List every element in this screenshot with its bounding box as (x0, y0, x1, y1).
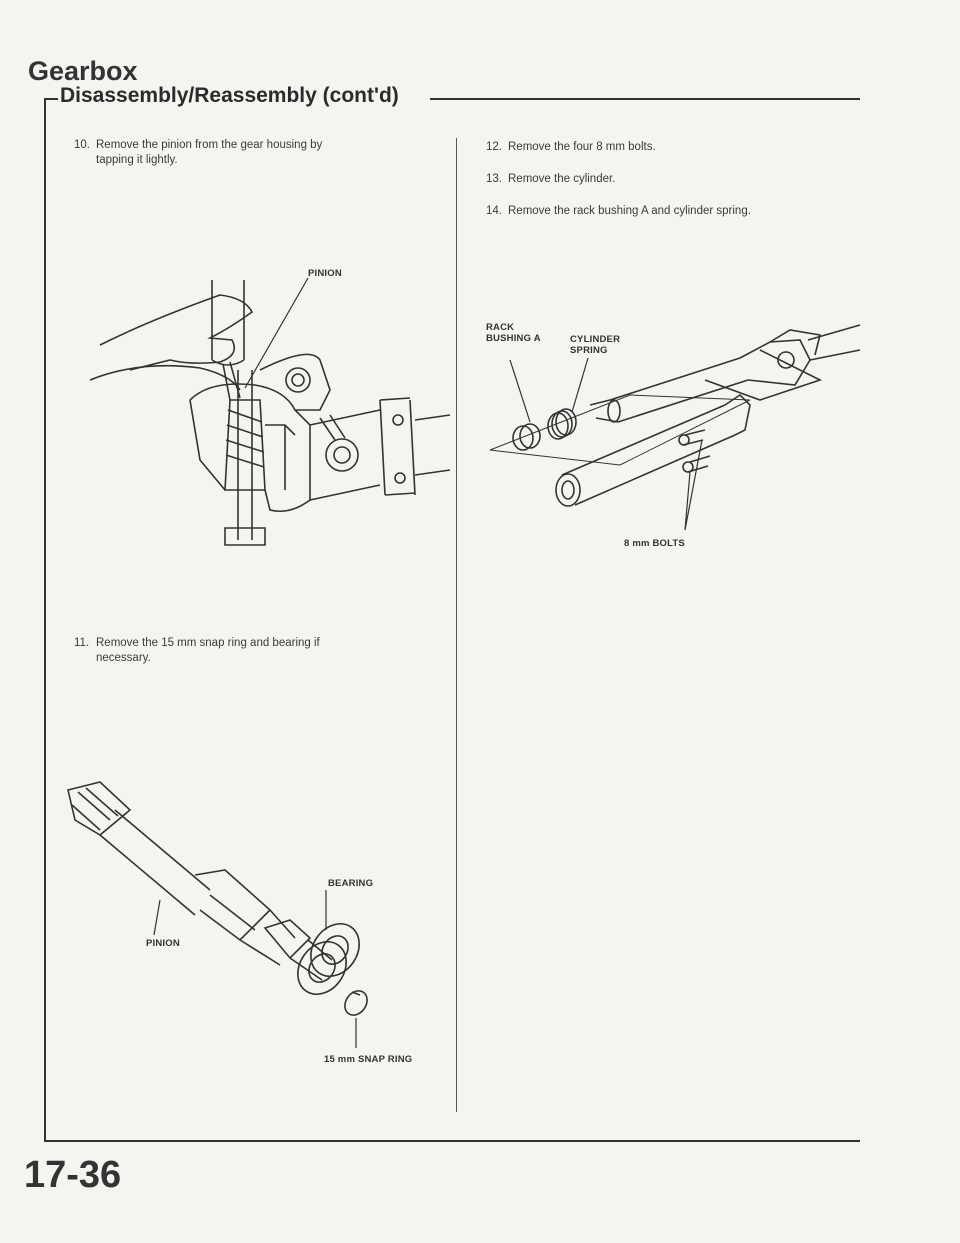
label-cyl-line1: CYLINDER (570, 334, 621, 345)
step-number: 12. (486, 141, 502, 153)
step-12 (486, 140, 846, 155)
label-snap-ring: 15 mm SNAP RING (324, 1054, 413, 1065)
column-divider (456, 138, 457, 1112)
step-text: Remove the pinion from the gear housing by (96, 139, 323, 151)
label-rack-line2: BUSHING A (486, 333, 541, 344)
subsection-title: Disassembly/Reassembly (cont'd) (60, 84, 399, 107)
footer-rule (44, 1140, 860, 1142)
left-bracket-rule (44, 98, 46, 1142)
step-number: 13. (486, 173, 502, 185)
step-text: Remove the 15 mm snap ring and bearing if (96, 637, 320, 649)
step-10 (74, 138, 444, 168)
label-pinion-1: PINION (308, 268, 342, 279)
pinion-bearing-illustration (60, 780, 420, 1050)
page-number: 17-36 (24, 1154, 122, 1196)
pinion-removal-illustration (80, 250, 450, 580)
step-11 (74, 636, 444, 666)
label-cyl-line2: SPRING (570, 345, 608, 356)
section-title: Gearbox (28, 56, 138, 86)
label-bearing: BEARING (328, 878, 374, 889)
cylinder-removal-illustration (490, 300, 860, 540)
label-cylinder-spring (570, 334, 620, 356)
label-pinion-2: PINION (146, 938, 180, 949)
step-number: 10. (74, 139, 90, 151)
label-bolts: 8 mm BOLTS (624, 538, 685, 549)
header-rule (430, 98, 860, 100)
label-rack-bushing (486, 322, 541, 344)
step-text: Remove the rack bushing A and cylinder spring. (508, 205, 751, 217)
step-number: 14. (486, 205, 502, 217)
step-text-cont: tapping it lightly. (96, 154, 178, 166)
step-text: Remove the cylinder. (508, 173, 616, 185)
step-text: Remove the four 8 mm bolts. (508, 141, 656, 153)
step-number: 11. (74, 637, 90, 649)
step-13 (486, 172, 846, 187)
label-rack-line1: RACK (486, 322, 515, 333)
bracket-top-tick (44, 98, 58, 100)
step-14 (486, 204, 856, 219)
step-text-cont: necessary. (96, 652, 151, 664)
